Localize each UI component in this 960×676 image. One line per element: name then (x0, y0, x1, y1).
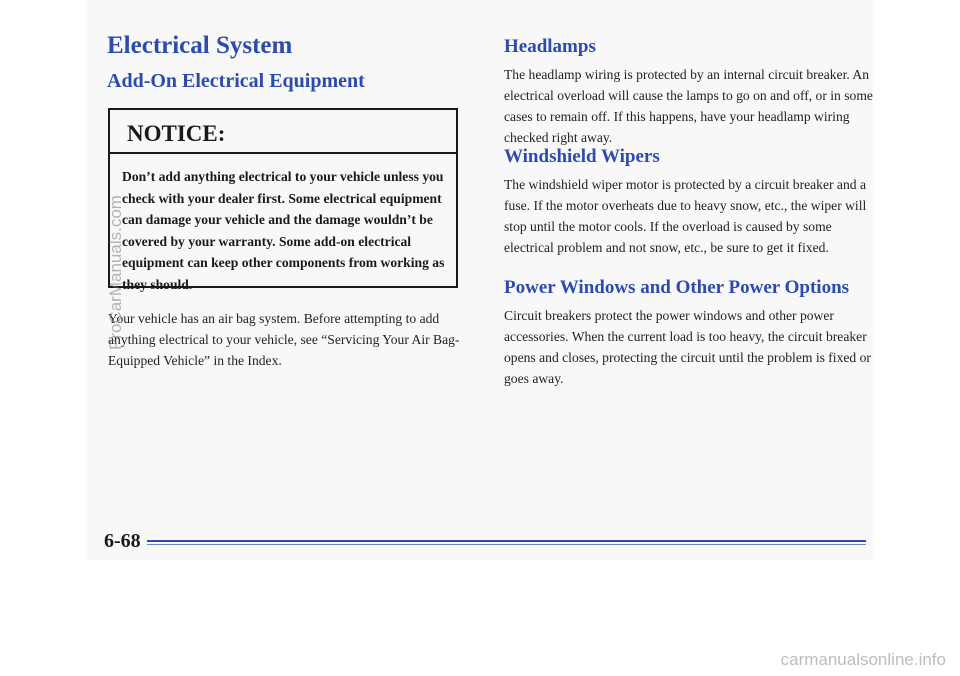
footer-rule (147, 540, 866, 542)
headlamps-heading: Headlamps (504, 36, 596, 57)
notice-text: Don’t add anything electrical to your vehicle unless you check with your dealer first. Some electrical equipment can damage your vehicle and the damage wouldn’t be covered by your warranty. Some add-on electrical equipment can keep other components from working as they should. (122, 169, 445, 292)
footer-rule-thin (147, 544, 866, 545)
headlamps-paragraph: The headlamp wiring is protected by an internal circuit breaker. An electrical overload will cause the lamps to go on and off, or in some cases to remain off. If this happens, have your headlamp wiring checked right away. (504, 67, 873, 145)
wipers-heading: Windshield Wipers (504, 146, 660, 167)
side-watermark: ProCarManuals.com (106, 195, 125, 350)
bottom-watermark: carmanualsonline.info (780, 650, 946, 669)
airbag-paragraph: Your vehicle has an air bag system. Before attempting to add anything electrical to your vehicle, see “Servicing Your Air Bag-Equipped Vehicle” in the Index. (108, 311, 460, 368)
power-options-paragraph: Circuit breakers protect the power windows and other power accessories. When the current load is too heavy, the circuit breaker opens and closes, protecting the circuit until the problem is fixed or goes away. (504, 308, 871, 386)
notice-box (108, 108, 458, 292)
wipers-paragraph: The windshield wiper motor is protected by a circuit breaker and a fuse. If the motor overheats due to heavy snow, etc., the wiper will stop until the motor cools. If the overload is caused by some electrical problem and not snow, etc., be sure to get it fixed. (504, 177, 867, 255)
section-subtitle: Add-On Electrical Equipment (107, 70, 365, 92)
power-options-heading: Power Windows and Other Power Options (504, 277, 850, 298)
page-number: 6-68 (104, 530, 141, 552)
notice-title: NOTICE: (110, 110, 456, 154)
section-title: Electrical System (107, 32, 293, 59)
